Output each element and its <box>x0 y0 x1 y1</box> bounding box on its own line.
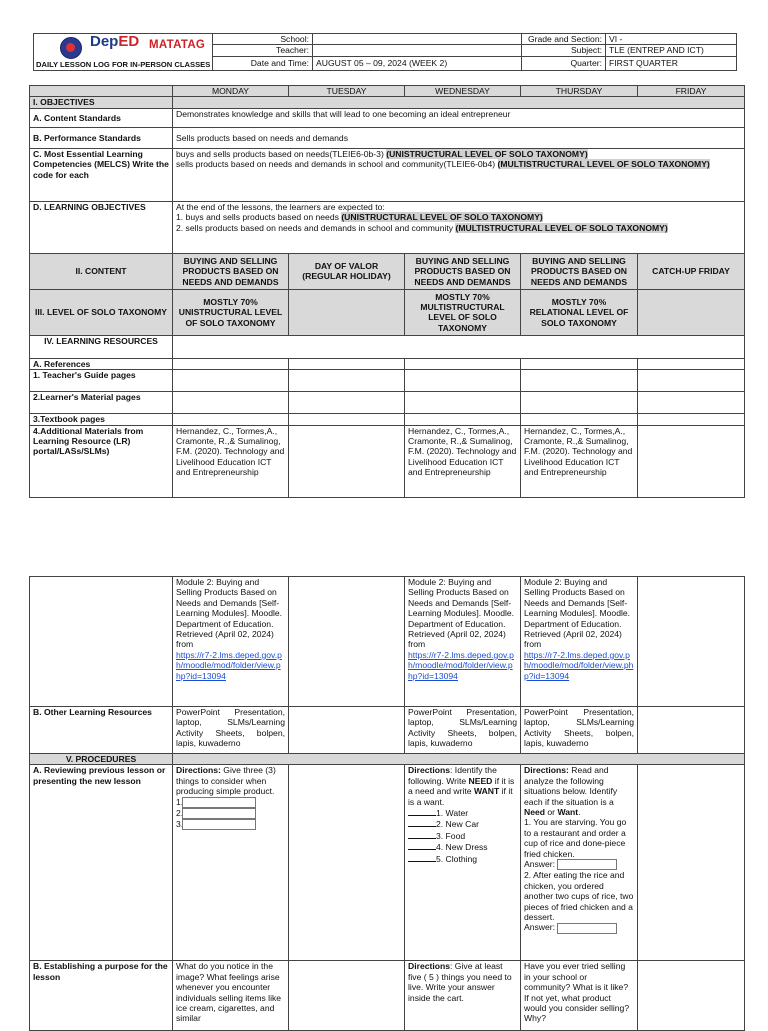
performance-standards-text: Sells products based on needs and demands <box>173 127 745 148</box>
module-ref-wednesday: Module 2: Buying and Selling Products Based on Needs and Demands [Self-Learning Modules]. Moodle. Department of Education. Retrieved (April 02, 2024) from https://r7-2.lms.deped.gov.ph/moodle/mod/folder/view.php?id=13094 <box>405 577 521 707</box>
objectives-blank <box>173 97 745 108</box>
matatag-logo: MATATAG <box>149 39 206 51</box>
teacher-value[interactable] <box>313 45 522 56</box>
content-thursday: BUYING AND SELLING PRODUCTS BASED ON NEEDS AND DEMANDS <box>521 253 638 289</box>
learning-resources-blank <box>173 335 745 358</box>
deped-logo: DepED <box>90 33 140 50</box>
content-monday: BUYING AND SELLING PRODUCTS BASED ON NEEDS AND DEMANDS <box>173 253 289 289</box>
day-header-wednesday: WEDNESDAY <box>405 86 521 97</box>
additional-materials-label: 4.Additional Materials from Learning Resource (LR) portal/LASs/SLMs) <box>30 425 173 497</box>
day-header-thursday: THURSDAY <box>521 86 638 97</box>
day-header-monday: MONDAY <box>173 86 289 97</box>
learners-material-label: 2.Learner's Material pages <box>30 392 173 414</box>
other-lr-thursday: PowerPoint Presentation, laptop, SLMs/Learning Activity Sheets, bolpen, lapis, kuwaderno <box>521 707 638 754</box>
solo-thursday: MOSTLY 70% RELATIONAL LEVEL OF SOLO TAXONOMY <box>521 289 638 335</box>
melcs-text: buys and sells products based on needs(TLEIE6-0b-3) (UNISTRUCTURAL LEVEL OF SOLO TAXONOMY) sells products based on needs and demands in school and community(TLEIE6-0b4) (MULTISTRUCTURAL LEVEL OF SOLO TAXONOMY) <box>173 148 745 201</box>
procedures-heading: V. PROCEDURES <box>30 754 173 765</box>
module-ref-monday: Module 2: Buying and Selling Products Based on Needs and Demands [Self-Learning Modules]. Moodle. Department of Education. Retrieved (April 02, 2024) from https://r7-2.lms.deped.gov.ph/moodle/mod/folder/view.php?id=13094 <box>173 577 289 707</box>
quarter-label: Quarter: <box>522 56 606 70</box>
grade-value[interactable]: VI - <box>606 34 737 45</box>
learning-objectives-label: D. LEARNING OBJECTIVES <box>30 201 173 253</box>
page-1-main <box>0 85 768 498</box>
review-label: A. Reviewing previous lesson or presenting the new lesson <box>30 765 173 961</box>
other-lr-label: B. Other Learning Resources <box>30 707 173 754</box>
melcs-label: C. Most Essential Learning Competencies (MELCS) Write the code for each <box>30 148 173 201</box>
purpose-monday: What do you notice in the image? What feelings arise whenever you encounter individuals selling items like ice cream, cigarettes, and similar <box>173 961 289 1031</box>
header-table <box>33 33 737 71</box>
answer-field-3[interactable] <box>182 819 256 830</box>
grade-label: Grade and Section: <box>522 34 606 45</box>
additional-materials-monday: Hernandez, C., Tormes,A., Cramonte, R.,& Sumalinog, F.M. (2020). Technology and Livelihood Education ICT and Entrepreneurship <box>173 425 289 497</box>
school-label: School: <box>213 34 313 45</box>
dll-title: DAILY LESSON LOG FOR IN-PERSON CLASSES <box>36 60 211 69</box>
purpose-label: B. Establishing a purpose for the lesson <box>30 961 173 1031</box>
date-label: Date and Time: <box>213 56 313 70</box>
solo-label: III. LEVEL OF SOLO TAXONOMY <box>30 289 173 335</box>
review-monday: Directions: Give three (3) things to consider when producing simple product. 1. 2. 3. <box>173 765 289 961</box>
purpose-wednesday: Directions: Give at least five ( 5 ) things you need to live. Write your answer inside the cart. <box>405 961 521 1031</box>
subject-value[interactable]: TLE (ENTREP AND ICT) <box>606 45 737 56</box>
additional-materials-wednesday: Hernandez, C., Tormes,A., Cramonte, R.,& Sumalinog, F.M. (2020). Technology and Livelihood Education ICT and Entrepreneurship <box>405 425 521 497</box>
quarter-value[interactable]: FIRST QUARTER <box>606 56 737 70</box>
day-header-blank <box>30 86 173 97</box>
procedures-blank <box>173 754 745 765</box>
purpose-thursday: Have you ever tried selling in your school or community? What is it like? If not yet, what product would you consider selling? Why? <box>521 961 638 1031</box>
solo-wednesday: MOSTLY 70% MULTISTRUCTURAL LEVEL OF SOLO TAXONOMY <box>405 289 521 335</box>
review-thursday: Directions: Read and analyze the following situations below. Identify each if the situation is a Need or Want. 1. You are starving. You go to a restaurant and order a cup of rice and done-piece fried chicken. Answer: 2. After eating the rice and chicken, you ordered another two cups of rice, two pieces of fried chicken and a dessert. Answer: <box>521 765 638 961</box>
deped-seal-icon <box>60 37 82 59</box>
content-wednesday: BUYING AND SELLING PRODUCTS BASED ON NEEDS AND DEMANDS <box>405 253 521 289</box>
content-friday: CATCH-UP FRIDAY <box>638 253 745 289</box>
solo-friday <box>638 289 745 335</box>
objectives-heading: I. OBJECTIVES <box>30 97 173 108</box>
solo-tuesday <box>289 289 405 335</box>
teacher-label: Teacher: <box>213 45 313 56</box>
answer-field-2[interactable] <box>182 808 256 819</box>
other-lr-monday: PowerPoint Presentation, laptop, SLMs/Learning Activity Sheets, bolpen, lapis, kuwaderno <box>173 707 289 754</box>
module-ref-thursday: Module 2: Buying and Selling Products Based on Needs and Demands [Self-Learning Modules]. Moodle. Department of Education. Retrieved (April 02, 2024) from https://r7-2.lms.deped.gov.ph/moodle/mod/folder/view.php?id=13094 <box>521 577 638 707</box>
logo-block <box>34 34 213 71</box>
module-link[interactable]: https://r7-2.lms.deped.gov.ph/moodle/mod/folder/view.php?id=13094 <box>176 649 282 681</box>
teachers-guide-label: 1. Teacher's Guide pages <box>30 370 173 392</box>
content-standards-label: A. Content Standards <box>30 108 173 127</box>
school-value[interactable] <box>313 34 522 45</box>
textbook-label: 3.Textbook pages <box>30 414 173 425</box>
thursday-answer-2[interactable] <box>557 923 617 934</box>
references-label: A. References <box>30 358 173 369</box>
subject-label: Subject: <box>522 45 606 56</box>
review-wednesday: Directions: Identify the following. Write NEED if it is a need and write WANT if it is a want. 1. Water 2. New Car 3. Food 4. New Dress 5. Clothing <box>405 765 521 961</box>
learning-objectives-text: At the end of the lessons, the learners are expected to: 1. buys and sells products based on needs (UNISTRUCTURAL LEVEL OF SOLO TAXONOMY) 2. sells products based on needs and demands in school and community (MULTISTRUCTURAL LEVEL OF SOLO TAXONOMY) <box>173 201 745 253</box>
learning-resources-label: IV. LEARNING RESOURCES <box>30 335 173 358</box>
lesson-table-continued <box>29 576 745 1031</box>
content-tuesday: DAY OF VALOR (REGULAR HOLIDAY) <box>289 253 405 289</box>
page-2 <box>0 576 768 1031</box>
performance-standards-label: B. Performance Standards <box>30 127 173 148</box>
other-lr-wednesday: PowerPoint Presentation, laptop, SLMs/Learning Activity Sheets, bolpen, lapis, kuwaderno <box>405 707 521 754</box>
day-header-friday: FRIDAY <box>638 86 745 97</box>
lesson-table <box>29 85 745 498</box>
day-header-tuesday: TUESDAY <box>289 86 405 97</box>
answer-field-1[interactable] <box>182 797 256 808</box>
solo-monday: MOSTLY 70% UNISTRUCTURAL LEVEL OF SOLO TAXONOMY <box>173 289 289 335</box>
module-link[interactable]: https://r7-2.lms.deped.gov.ph/moodle/mod/folder/view.php?id=13094 <box>408 649 514 681</box>
module-link[interactable]: https://r7-2.lms.deped.gov.ph/moodle/mod/folder/view.php?id=13094 <box>524 649 634 681</box>
additional-materials-thursday: Hernandez, C., Tormes,A., Cramonte, R.,& Sumalinog, F.M. (2020). Technology and Livelihood Education ICT and Entrepreneurship <box>521 425 638 497</box>
content-label: II. CONTENT <box>30 253 173 289</box>
page-1 <box>0 33 768 71</box>
date-value[interactable]: AUGUST 05 – 09, 2024 (WEEK 2) <box>313 56 522 70</box>
thursday-answer-1[interactable] <box>557 859 617 870</box>
content-standards-text: Demonstrates knowledge and skills that will lead to one becoming an ideal entrepreneur <box>173 108 745 127</box>
